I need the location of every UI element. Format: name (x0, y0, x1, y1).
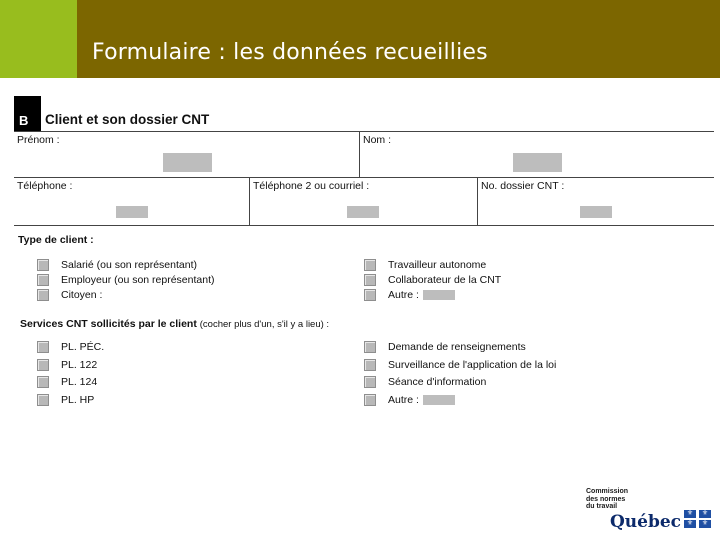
fleur-de-lis-flag-icon: ⚜ ⚜ ⚜ ⚜ (684, 510, 711, 528)
client-type-option[interactable]: Travailleur autonome (364, 258, 486, 272)
service-option[interactable]: PL. 124 (37, 375, 97, 389)
checkbox[interactable] (37, 259, 49, 271)
contact-row (14, 178, 714, 226)
checkbox[interactable] (37, 274, 49, 286)
client-type-option[interactable]: Autre : (364, 288, 455, 302)
checkbox[interactable] (37, 341, 49, 353)
dossier-cell (478, 178, 714, 225)
service-option[interactable]: Séance d'information (364, 375, 486, 389)
service-option[interactable]: PL. HP (37, 393, 94, 407)
service-option[interactable]: PL. 122 (37, 358, 97, 372)
checkbox[interactable] (364, 259, 376, 271)
header-bar (77, 0, 720, 78)
telephone2-value-redacted (347, 206, 379, 218)
telephone-value-redacted (116, 206, 148, 218)
logo-org-name: Commission des normes du travail (586, 488, 629, 510)
cnt-quebec-logo (584, 488, 714, 534)
client-type-label: Type de client : (18, 234, 94, 246)
slide-title: Formulaire : les données recueillies (92, 40, 488, 65)
form-section-b (14, 96, 714, 416)
service-option[interactable]: Surveillance de l'application de la loi (364, 358, 556, 372)
client-type-option[interactable]: Salarié (ou son représentant) (37, 258, 197, 272)
section-letter: B (14, 96, 41, 132)
checkbox[interactable] (37, 376, 49, 388)
client-type-option[interactable]: Collaborateur de la CNT (364, 273, 501, 287)
checkbox[interactable] (37, 394, 49, 406)
checkbox[interactable] (37, 359, 49, 371)
checkbox[interactable] (364, 394, 376, 406)
dossier-value-redacted (580, 206, 612, 218)
service-option[interactable]: PL. PÉC. (37, 340, 104, 354)
header-accent-block (0, 0, 77, 78)
checkbox[interactable] (37, 289, 49, 301)
telephone-cell (14, 178, 249, 225)
dossier-label: No. dossier CNT : (481, 180, 565, 192)
checkbox[interactable] (364, 274, 376, 286)
nom-cell (360, 132, 714, 177)
client-type-option[interactable]: Employeur (ou son représentant) (37, 273, 215, 287)
service-option[interactable]: Demande de renseignements (364, 340, 526, 354)
telephone2-label: Téléphone 2 ou courriel : (253, 180, 370, 192)
prenom-label: Prénom : (17, 134, 60, 146)
other-service-redacted (423, 395, 455, 405)
prenom-cell (14, 132, 359, 177)
service-option[interactable]: Autre : (364, 393, 455, 407)
checkbox[interactable] (364, 289, 376, 301)
nom-label: Nom : (363, 134, 392, 146)
services-label: Services CNT sollicités par le client (cocher plus d'un, s'il y a lieu) : (20, 318, 330, 330)
client-type-option[interactable]: Citoyen : (37, 288, 102, 302)
section-title: Client et son dossier CNT (45, 112, 210, 127)
logo-wordmark: Québec (610, 512, 682, 532)
telephone-label: Téléphone : (17, 180, 73, 192)
name-row (14, 131, 714, 178)
other-value-redacted (423, 290, 455, 300)
checkbox[interactable] (364, 341, 376, 353)
checkbox[interactable] (364, 376, 376, 388)
checkbox[interactable] (364, 359, 376, 371)
telephone2-cell (250, 178, 477, 225)
nom-value-redacted (513, 153, 562, 172)
prenom-value-redacted (163, 153, 212, 172)
